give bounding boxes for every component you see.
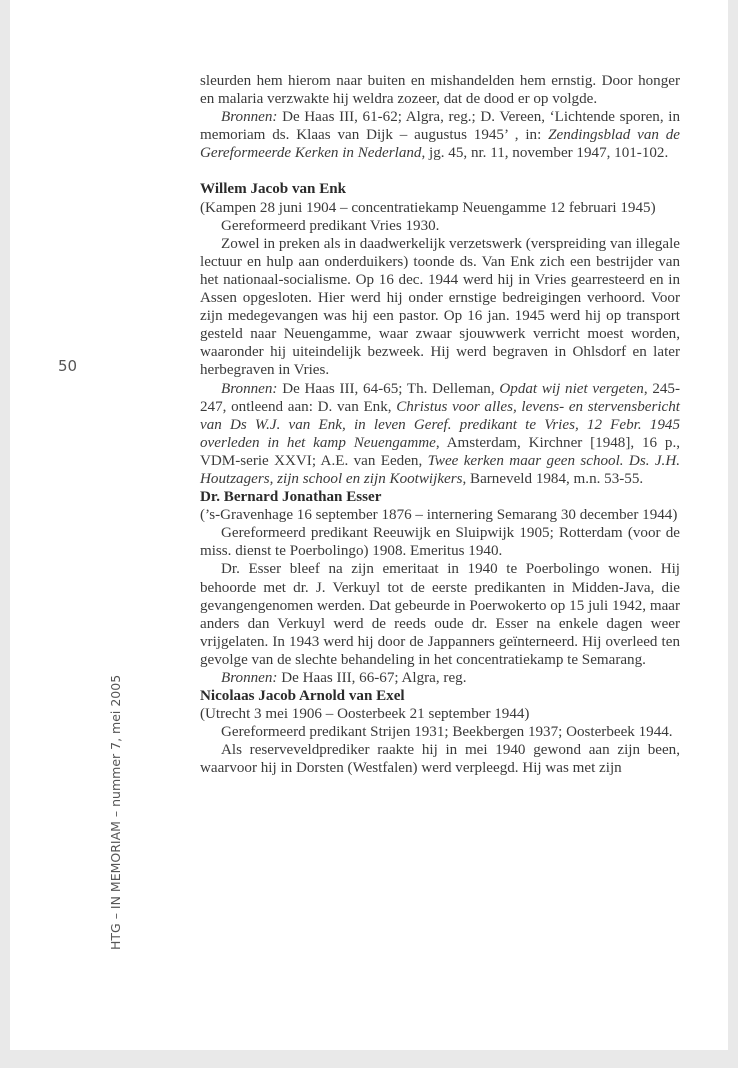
sources-label: Bronnen:: [221, 109, 278, 126]
entry-dates: (Utrecht 3 mei 1906 – Oosterbeek 21 september 1944): [200, 706, 530, 723]
entry-esser: [200, 488, 680, 687]
entry-dates: (Kampen 28 juni 1904 – concentratiekamp Neuengamme 12 februari 1945): [200, 199, 656, 216]
entry-body: Als reserveveldprediker raakte hij in mei 1940 gewond aan zijn been, waarvoor hij in Dorsten (Westfalen) werd verpleegd. Hij was met zijn: [200, 742, 680, 777]
entry-body: Zowel in preken als in daadwerkelijk verzetswerk (verspreiding van illegale lectuur en hulp aan onderduikers) toonde ds. Van Enk zich een bestrijder van het nationaal-socialisme. Op 16 dec. 1944 werd hij in Vries gearresteerd en in Assen opgesloten. Hier werd hij onder ernstige bedreigingen verhoord. Voor zijn medegevangen was hij een pastor. Op 16 jan. 1945 werd hij op transport gesteld naar Neuengamme, waar zwaar sjouwwerk verricht moest worden, waaronder hij uiteindelijk bezweek. Hij werd begraven in Ohlsdorf en later herbegraven in Vries.: [200, 235, 680, 379]
entry-name: Nicolaas Jacob Arnold van Exel: [200, 688, 405, 705]
page-number: 50: [58, 357, 78, 375]
main-text-column: [200, 72, 680, 778]
entry-career: Gereformeerd predikant Strijen 1931; Beekbergen 1937; Oosterbeek 1944.: [221, 724, 673, 741]
entry-van-exel: [200, 687, 680, 777]
intro-sources: Bronnen: De Haas III, 61-62; Algra, reg.; D. Vereen, ‘Lichtende sporen, in memoriam ds. Klaas van Dijk – augustus 1945’ , in: Zendingsblad van de Gereformeerde Kerken in Nederland, jg. 45, nr. 11, november 1947, 101-102.: [200, 109, 681, 162]
entry-body: Dr. Esser bleef na zijn emeritaat in 1940 te Poerbolingo wonen. Hij behoorde met dr. J. Verkuyl tot de eerste predikanten in Midden-Java, die gevangengenomen werden. Dat gebeurde in Poerwokerto op 15 juli 1942, maar anders dan Verkuyl werd de reeds oude dr. Esser na enkele dagen weer vrijgelaten. In 1943 werd hij door de Jappanners geïnterneerd. Hij overleed ten gevolge van de slechte behandeling in het concentratiekamp te Semarang.: [200, 561, 680, 668]
running-head: HTG – IN MEMORIAM – nummer 7, mei 2005: [108, 674, 123, 950]
intro-paragraph: sleurden hem hierom naar buiten en mishandelden hem ernstig. Door honger en malaria verzwakte hij weldra zozeer, dat de dood er op volgde.: [200, 73, 680, 108]
entry-name: Willem Jacob van Enk: [200, 181, 347, 198]
sources-label: Bronnen:: [221, 670, 278, 686]
entry-sources: Bronnen: De Haas III, 66-67; Algra, reg.: [221, 670, 467, 686]
entry-van-enk: [200, 180, 680, 488]
entry-career: Gereformeerd predikant Vries 1930.: [221, 217, 440, 234]
entry-sources: Bronnen: De Haas III, 64-65; Th. Delleman, Opdat wij niet vergeten, 245-247, ontleend aan: D. van Enk, Christus voor alles, levens- en stervensbericht van Ds W.J. van Enk, in leven Geref. predikant te Vries, 12 Febr. 1945 overleden in het kamp Neuengamme, Amsterdam, Kirchner [1948], 16 p., VDM-serie XXVI; A.E. van Eeden, Twee kerken maar geen school. Ds. J.H. Houtzagers, zijn school en zijn Kootwijkers, Barneveld 1984, m.n. 53-55.: [200, 380, 680, 487]
entry-career: Gereformeerd predikant Reeuwijk en Sluipwijk 1905; Rotterdam (voor de miss. dienst te Poerbolingo) 1908. Emeritus 1940.: [200, 525, 680, 560]
entry-dates: (’s-Gravenhage 16 september 1876 – internering Semarang 30 december 1944): [200, 507, 678, 524]
document-page: [10, 0, 728, 1050]
entry-name: Dr. Bernard Jonathan Esser: [200, 489, 382, 506]
sources-label: Bronnen:: [221, 380, 278, 397]
